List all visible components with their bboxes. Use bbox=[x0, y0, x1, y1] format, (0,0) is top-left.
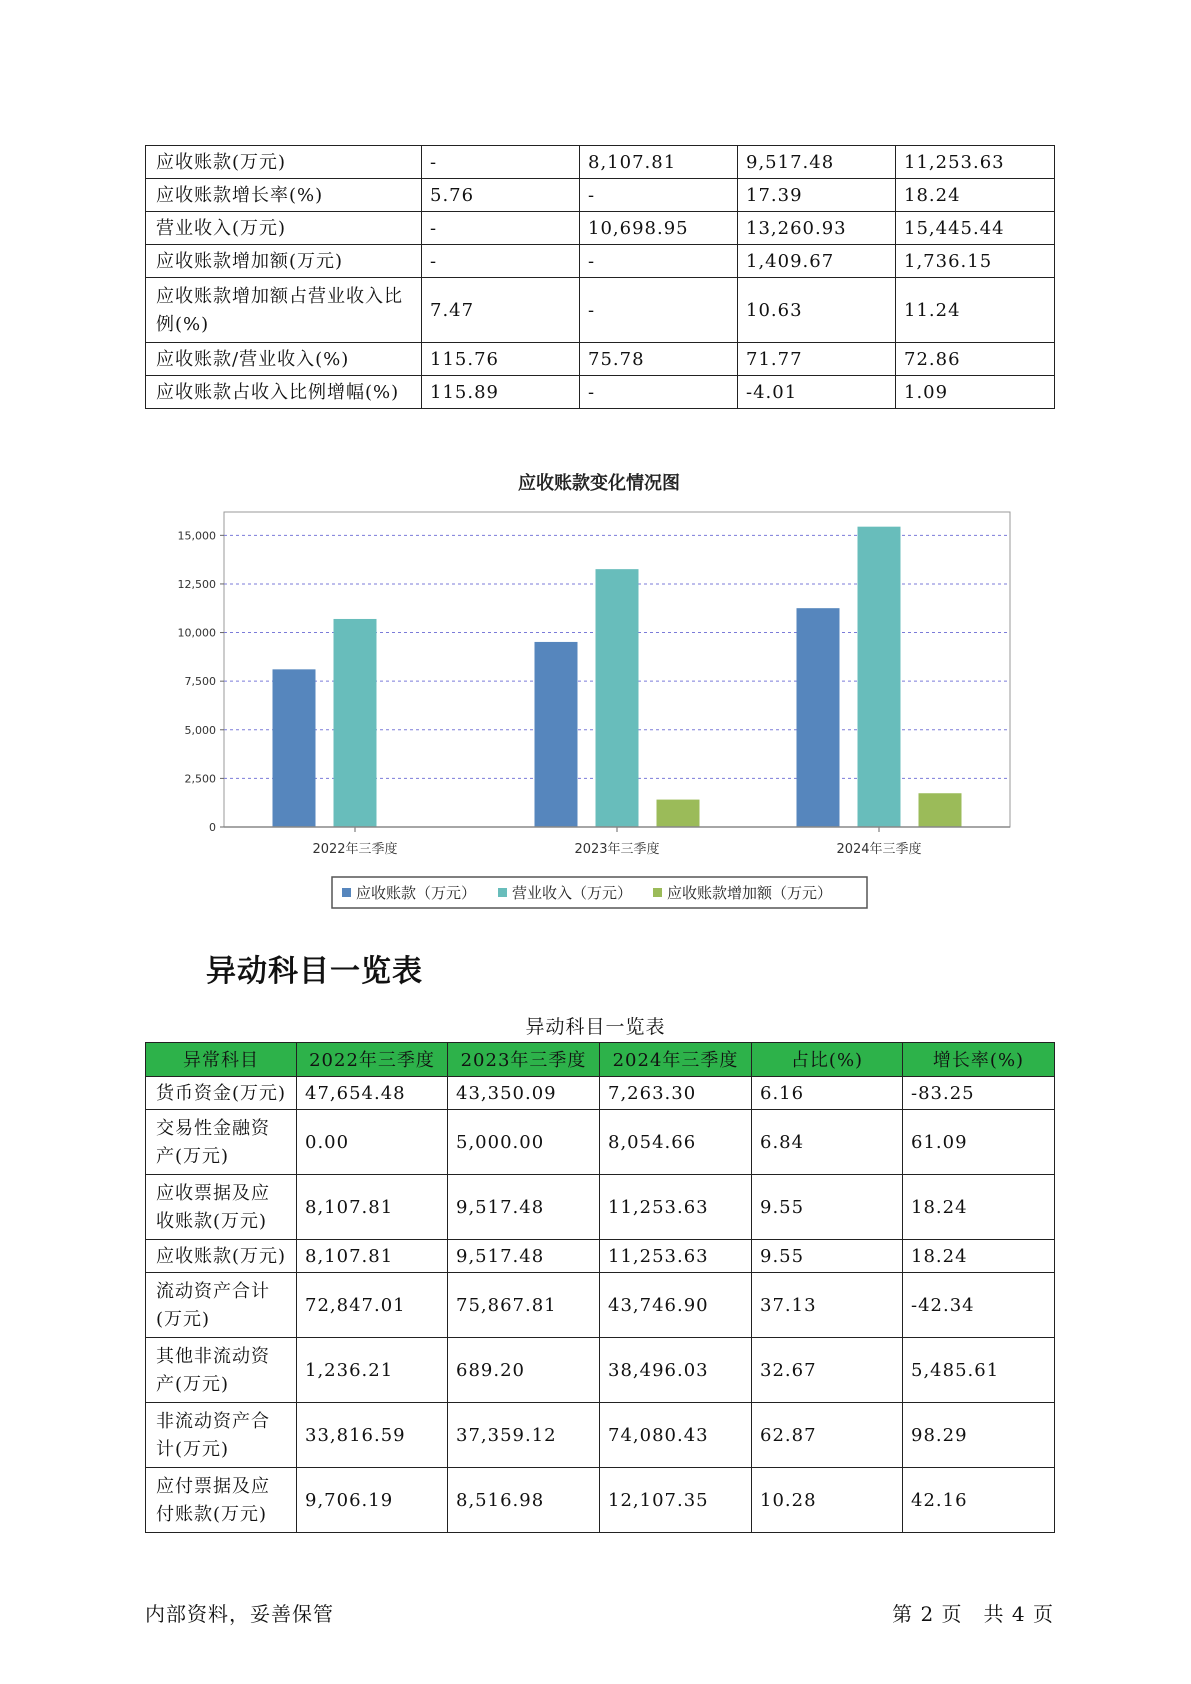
chart-title: 应收账款变化情况图 bbox=[518, 473, 680, 494]
cell: 689.20 bbox=[448, 1338, 600, 1403]
x-tick-label: 2024年三季度 bbox=[836, 842, 922, 857]
y-tick-label: 2,500 bbox=[184, 772, 216, 786]
cell: 43,746.90 bbox=[600, 1273, 752, 1338]
chart-svg bbox=[145, 460, 1054, 920]
cell: 8,054.66 bbox=[600, 1110, 752, 1175]
row-label: 应收账款增加额(万元) bbox=[146, 245, 422, 278]
table-row bbox=[146, 1110, 1055, 1175]
cell: - bbox=[422, 245, 580, 278]
cell: 98.29 bbox=[903, 1403, 1055, 1468]
y-tick-label: 0 bbox=[209, 821, 216, 834]
cell: 62.87 bbox=[752, 1403, 903, 1468]
cell: 11,253.63 bbox=[896, 146, 1055, 179]
cell: 38,496.03 bbox=[600, 1338, 752, 1403]
cell: 5,485.61 bbox=[903, 1338, 1055, 1403]
cell: 10.28 bbox=[752, 1468, 903, 1533]
y-tick-label: 5,000 bbox=[184, 723, 216, 737]
table-row bbox=[146, 1077, 1055, 1110]
cell: 17.39 bbox=[738, 179, 896, 212]
cell: 61.09 bbox=[903, 1110, 1055, 1175]
row-label: 应收账款增长率(%) bbox=[146, 179, 422, 212]
legend-swatch bbox=[653, 888, 662, 897]
cell: 75,867.81 bbox=[448, 1273, 600, 1338]
cell: 5,000.00 bbox=[448, 1110, 600, 1175]
cell: 7,263.30 bbox=[600, 1077, 752, 1110]
legend-swatch bbox=[498, 888, 507, 897]
cell: 47,654.48 bbox=[297, 1077, 448, 1110]
cell: 37.13 bbox=[752, 1273, 903, 1338]
cell: 8,107.81 bbox=[297, 1240, 448, 1273]
legend-label: 应收账款增加额（万元） bbox=[667, 884, 833, 902]
bar bbox=[535, 642, 578, 827]
table-row bbox=[146, 1175, 1055, 1240]
table-row bbox=[146, 278, 1055, 343]
row-label: 营业收入(万元) bbox=[146, 212, 422, 245]
bar bbox=[334, 619, 377, 827]
legend-label: 营业收入（万元） bbox=[512, 884, 633, 902]
x-tick-label: 2023年三季度 bbox=[574, 842, 660, 857]
cell: 115.76 bbox=[422, 343, 580, 376]
row-label: 应付票据及应付账款(万元) bbox=[146, 1468, 297, 1533]
cell: 11,253.63 bbox=[600, 1240, 752, 1273]
cell: - bbox=[580, 179, 738, 212]
cell: 9,517.48 bbox=[738, 146, 896, 179]
table-row bbox=[146, 245, 1055, 278]
cell: 1,409.67 bbox=[738, 245, 896, 278]
table-row bbox=[146, 1403, 1055, 1468]
cell: 18.24 bbox=[903, 1175, 1055, 1240]
cell: 37,359.12 bbox=[448, 1403, 600, 1468]
cell: 1.09 bbox=[896, 376, 1055, 409]
header-cell: 2024年三季度 bbox=[600, 1043, 752, 1077]
cell: 1,236.21 bbox=[297, 1338, 448, 1403]
cell: 8,107.81 bbox=[297, 1175, 448, 1240]
cell: 5.76 bbox=[422, 179, 580, 212]
cell: 0.00 bbox=[297, 1110, 448, 1175]
cell: -42.34 bbox=[903, 1273, 1055, 1338]
table-header-row bbox=[146, 1043, 1055, 1077]
cell: -83.25 bbox=[903, 1077, 1055, 1110]
cell: 12,107.35 bbox=[600, 1468, 752, 1533]
bar bbox=[919, 793, 962, 827]
header-cell: 占比(%) bbox=[752, 1043, 903, 1077]
cell: 10.63 bbox=[738, 278, 896, 343]
cell: 7.47 bbox=[422, 278, 580, 343]
x-tick-label: 2022年三季度 bbox=[312, 842, 398, 857]
cell: 8,107.81 bbox=[580, 146, 738, 179]
receivables-table bbox=[145, 145, 1055, 409]
bar bbox=[657, 800, 700, 827]
y-tick-label: 10,000 bbox=[177, 626, 216, 640]
cell: 8,516.98 bbox=[448, 1468, 600, 1533]
header-cell: 增长率(%) bbox=[903, 1043, 1055, 1077]
table-caption: 异动科目一览表 bbox=[525, 1016, 666, 1038]
header-cell: 异常科目 bbox=[146, 1043, 297, 1077]
cell: - bbox=[580, 245, 738, 278]
cell: 11,253.63 bbox=[600, 1175, 752, 1240]
table-row bbox=[146, 1338, 1055, 1403]
cell: - bbox=[422, 212, 580, 245]
section-heading: 异动科目一览表 bbox=[206, 954, 423, 989]
table-row bbox=[146, 1240, 1055, 1273]
row-label: 应收账款占收入比例增幅(%) bbox=[146, 376, 422, 409]
legend-label: 应收账款（万元） bbox=[356, 884, 477, 902]
cell: 42.16 bbox=[903, 1468, 1055, 1533]
cell: 18.24 bbox=[903, 1240, 1055, 1273]
y-tick-label: 15,000 bbox=[177, 529, 216, 543]
cell: 71.77 bbox=[738, 343, 896, 376]
row-label: 非流动资产合计(万元) bbox=[146, 1403, 297, 1468]
cell: - bbox=[580, 278, 738, 343]
bar bbox=[273, 669, 316, 827]
table-row bbox=[146, 343, 1055, 376]
table-row bbox=[146, 376, 1055, 409]
legend-swatch bbox=[342, 888, 351, 897]
cell: 1,736.15 bbox=[896, 245, 1055, 278]
y-tick-label: 7,500 bbox=[184, 675, 216, 689]
row-label: 流动资产合计(万元) bbox=[146, 1273, 297, 1338]
row-label: 应收账款/营业收入(%) bbox=[146, 343, 422, 376]
footer-confidential: 内部资料，妥善保管 bbox=[145, 1602, 334, 1626]
cell: 72,847.01 bbox=[297, 1273, 448, 1338]
row-label: 货币资金(万元) bbox=[146, 1077, 297, 1110]
cell: 9,517.48 bbox=[448, 1240, 600, 1273]
table-row bbox=[146, 179, 1055, 212]
row-label: 应收账款(万元) bbox=[146, 146, 422, 179]
cell: 75.78 bbox=[580, 343, 738, 376]
row-label: 应收票据及应收账款(万元) bbox=[146, 1175, 297, 1240]
bar bbox=[596, 569, 639, 827]
cell: 115.89 bbox=[422, 376, 580, 409]
cell: - bbox=[580, 376, 738, 409]
row-label: 交易性金融资产(万元) bbox=[146, 1110, 297, 1175]
row-label: 其他非流动资产(万元) bbox=[146, 1338, 297, 1403]
cell: 11.24 bbox=[896, 278, 1055, 343]
table-row bbox=[146, 212, 1055, 245]
cell: 9.55 bbox=[752, 1240, 903, 1273]
cell: 9.55 bbox=[752, 1175, 903, 1240]
cell: 9,517.48 bbox=[448, 1175, 600, 1240]
cell: 43,350.09 bbox=[448, 1077, 600, 1110]
cell: 15,445.44 bbox=[896, 212, 1055, 245]
bar bbox=[858, 527, 901, 827]
cell: 18.24 bbox=[896, 179, 1055, 212]
header-cell: 2022年三季度 bbox=[297, 1043, 448, 1077]
cell: 74,080.43 bbox=[600, 1403, 752, 1468]
cell: 13,260.93 bbox=[738, 212, 896, 245]
bar bbox=[797, 608, 840, 827]
y-tick-label: 12,500 bbox=[177, 577, 216, 591]
row-label: 应收账款增加额占营业收入比例(%) bbox=[146, 278, 422, 343]
cell: 6.84 bbox=[752, 1110, 903, 1175]
cell: - bbox=[422, 146, 580, 179]
cell: 72.86 bbox=[896, 343, 1055, 376]
table-row bbox=[146, 1468, 1055, 1533]
table-row bbox=[146, 1273, 1055, 1338]
anomaly-table bbox=[145, 1042, 1055, 1533]
footer-page-number: 第 2 页 共 4 页 bbox=[892, 1602, 1054, 1626]
row-label: 应收账款(万元) bbox=[146, 1240, 297, 1273]
cell: 6.16 bbox=[752, 1077, 903, 1110]
cell: 10,698.95 bbox=[580, 212, 738, 245]
table-row bbox=[146, 146, 1055, 179]
cell: 32.67 bbox=[752, 1338, 903, 1403]
cell: 9,706.19 bbox=[297, 1468, 448, 1533]
header-cell: 2023年三季度 bbox=[448, 1043, 600, 1077]
cell: -4.01 bbox=[738, 376, 896, 409]
receivables-chart bbox=[145, 460, 1054, 920]
cell: 33,816.59 bbox=[297, 1403, 448, 1468]
